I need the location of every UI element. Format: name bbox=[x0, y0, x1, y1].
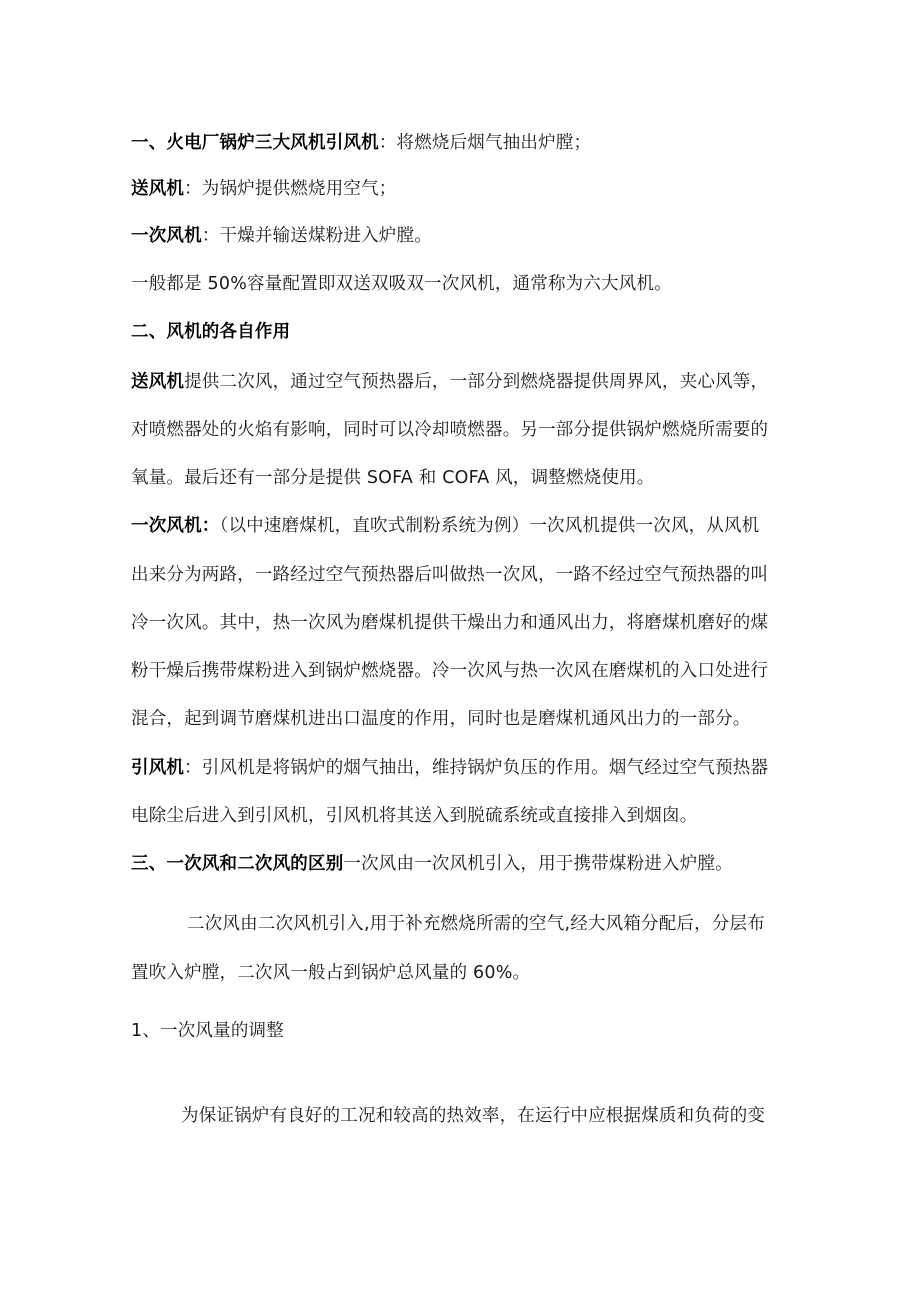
supply-fan-para-text-1: 提供二次风，通过空气预热器后，一部分到燃烧器提供周界风，夹心风等， bbox=[184, 372, 769, 392]
supply-fan-label: 送风机 bbox=[131, 179, 185, 199]
primary-fan-summary: ：干燥并输送煤粉进入炉膛。 bbox=[201, 226, 432, 246]
primary-fan-para-line-4: 粉干燥后携带煤粉进入到锅炉燃烧器。冷一次风与热一次风在磨煤机的入口处进行 bbox=[131, 661, 769, 681]
supply-fan-summary-line bbox=[131, 177, 397, 201]
primary-fan-para-text-1: （以中速磨煤机，直吹式制粉系统为例）一次风机提供一次风，从风机 bbox=[219, 516, 760, 536]
section-1-heading: 一、火电厂锅炉三大风机引风机 bbox=[131, 133, 379, 153]
section-1-line bbox=[131, 131, 591, 155]
secondary-air-line-2: 置吹入炉膛，二次风一般占到锅炉总风量的 60%。 bbox=[131, 963, 531, 983]
primary-fan-label: 一次风机 bbox=[131, 226, 202, 246]
section-2-heading: 二、风机的各自作用 bbox=[131, 322, 291, 342]
primary-fan-para-line-1 bbox=[131, 514, 759, 538]
induced-fan-summary: ：将燃烧后烟气抽出炉膛； bbox=[378, 133, 592, 153]
section-3-heading: 三、一次风和二次风的区别 bbox=[131, 854, 344, 874]
primary-fan-para-line-2: 出来分为两路，一路经过空气预热器后叫做热一次风，一路不经过空气预热器的叫 bbox=[131, 565, 769, 585]
induced-fan-para-line-1 bbox=[131, 756, 768, 780]
induced-fan-role-label: 引风机 bbox=[131, 758, 185, 778]
primary-fan-role-label: 一次风机： bbox=[131, 516, 220, 536]
induced-fan-para-line-2: 电除尘后进入到引风机，引风机将其送入到脱硫系统或直接排入到烟囱。 bbox=[131, 806, 698, 826]
supply-fan-para-line-1 bbox=[131, 370, 768, 394]
supply-fan-para-line-3: 氧量。最后还有一部分是提供 SOFA 和 COFA 风，调整燃烧使用。 bbox=[131, 468, 655, 488]
secondary-air-line-1: 二次风由二次风机引入,用于补充燃烧所需的空气,经大风箱分配后，分层布 bbox=[187, 914, 765, 934]
section-3-line bbox=[131, 852, 733, 876]
primary-fan-para-line-3: 冷一次风。其中，热一次风为磨煤机提供干燥出力和通风出力，将磨煤机磨好的煤 bbox=[131, 613, 769, 633]
primary-air-description: 一次风由一次风机引入，用于携带煤粉进入炉膛。 bbox=[343, 854, 733, 874]
subsection-1-heading: 1、一次风量的调整 bbox=[131, 1021, 284, 1041]
induced-fan-para-text-1: ：引风机是将锅炉的烟气抽出，维持锅炉负压的作用。烟气经过空气预热器 bbox=[184, 758, 769, 778]
supply-fan-summary: ：为锅炉提供燃烧用空气； bbox=[184, 179, 397, 199]
fan-configuration-text: 一般都是 50%容量配置即双送双吸双一次风机，通常称为六大风机。 bbox=[131, 274, 672, 294]
primary-fan-summary-line bbox=[131, 224, 432, 248]
supply-fan-role-label: 送风机 bbox=[131, 372, 185, 392]
primary-fan-para-line-5: 混合，起到调节磨煤机进出口温度的作用，同时也是磨煤机通风出力的一部分。 bbox=[131, 709, 751, 729]
subsection-1-line-1: 为保证锅炉有良好的工况和较高的热效率，在运行中应根据煤质和负荷的变 bbox=[181, 1106, 766, 1126]
supply-fan-para-line-2: 对喷燃器处的火焰有影响，同时可以冷却喷燃器。另一部分提供锅炉燃烧所需要的 bbox=[131, 420, 769, 440]
